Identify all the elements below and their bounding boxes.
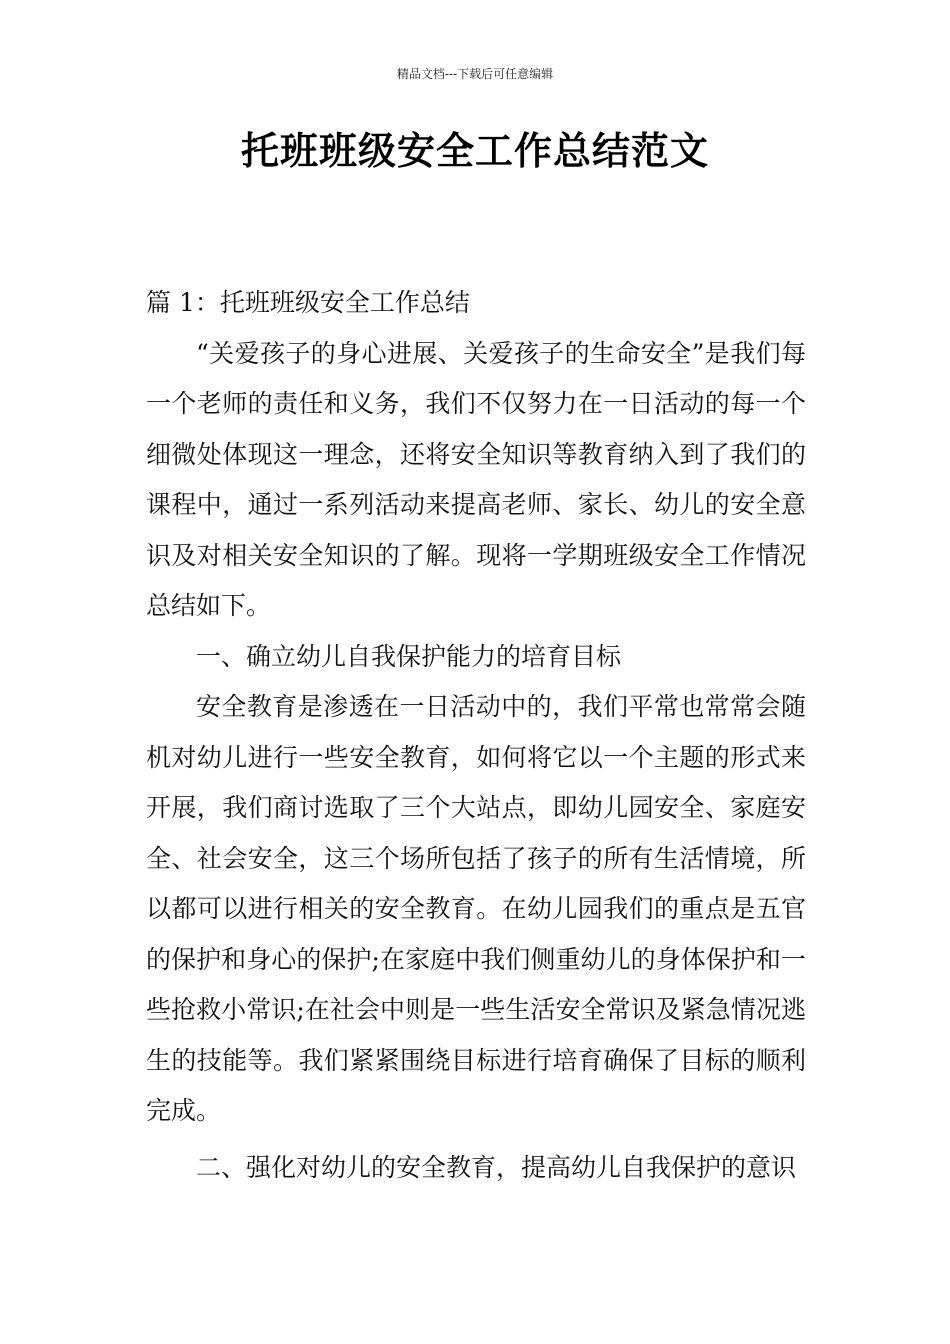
paragraph-heading-two: 二、强化对幼儿的安全教育，提高幼儿自我保护的意识	[196, 1152, 797, 1182]
section-heading: 篇 1：托班班级安全工作总结	[146, 288, 470, 317]
header-note: 精品文档---下载后可任意编辑	[396, 67, 554, 81]
document-title: 托班班级安全工作总结范文	[240, 128, 709, 173]
document-body	[146, 278, 806, 1193]
paragraph-heading-one: 一、确立幼儿自我保护能力的培育目标	[196, 641, 622, 671]
paragraph-intro: “关爱孩子的身心进展、关爱孩子的生命安全”是我们每一个老师的责任和义务，我们不仅努力在一日活动的每一个细微处体现这一理念，还将安全知识等教育纳入到了我们的课程中，通过一系列活动来提高老师、家长、幼儿的安全意识及对相关安全知识的了解。现将一学期班级安全工作情况总结如下。	[146, 338, 806, 620]
paragraph-goals: 安全教育是渗透在一日活动中的，我们平常也常常会随机对幼儿进行一些安全教育，如何将它以一个主题的形式来开展，我们商讨选取了三个大站点，即幼儿园安全、家庭安全、社会安全，这三个场所包括了孩子的所有生活情境，所以都可以进行相关的安全教育。在幼儿园我们的重点是五官的保护和身心的保护;在家庭中我们侧重幼儿的身体保护和一些抢救小常识;在社会中则是一些生活安全常识及紧急情况逃生的技能等。我们紧紧围绕目标进行培育确保了目标的顺利完成。	[146, 692, 806, 1125]
